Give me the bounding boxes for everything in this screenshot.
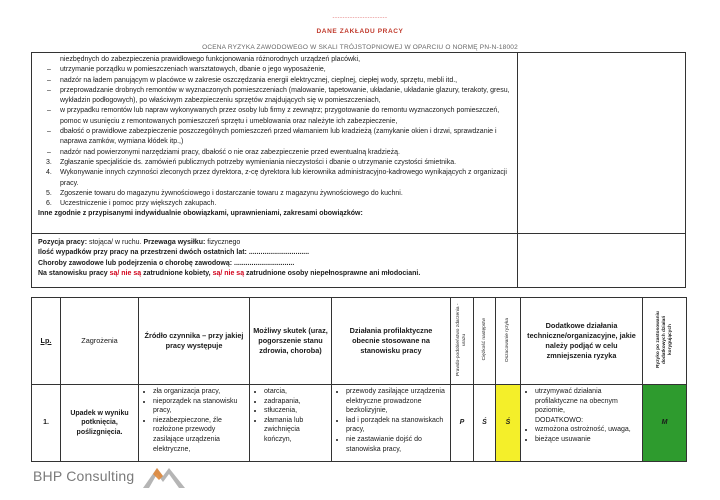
row-residual-risk: M [643, 385, 687, 462]
col-probability: Prawdo-podobieństwo zdarzenia - urazu [451, 298, 474, 385]
list-item: DODATKOWO: [535, 416, 584, 424]
disease-line: Choroby zawodowe lub podejrzenia o chorobę zawodową: ............................... [38, 259, 295, 267]
col-effects: Możliwy skutek (uraz, pogorszenie stanu zdrowia, choroba) [250, 298, 332, 385]
list-item: • niezabezpieczone, źle rozłożone przewody zasilające urządzenia elektryczne, [153, 416, 246, 454]
duties-box-hdivider [32, 233, 685, 234]
row-hazard: Upadek w wyniku potknięcia, poślizgnięcia. [61, 385, 139, 462]
list-item: • wzmożona ostrożność, uwaga, [535, 425, 639, 435]
work-position-info [38, 238, 512, 280]
table-header-row [32, 298, 687, 385]
risk-assessment-table [31, 297, 687, 462]
duty-item: 5. Zgoszenie towaru do magazynu żywnościowego i dostarczanie towaru z magazynu żywnościowego do kuchni. [46, 189, 403, 197]
document-subtitle: OCENA RYZYKA ZAWODOWEGO W SKALI TRÓJSTOPNIOWEJ W OPARCIU O NORMĘ PN-N-18002 [202, 44, 518, 51]
other-duties-heading: Inne zgodnie z przypisanymi indywidualnie obowiązkami, uprawnieniami, zakresami obowiązków: [38, 210, 363, 218]
col-residual-risk: Ryzyko po zastosowaniu dodatkowych działań korygujących [643, 298, 687, 385]
col-severity: Ciężkość następstw [474, 298, 496, 385]
row-sources [139, 385, 250, 462]
duties-box [31, 52, 686, 288]
duty-item: – nadzór nad powierzonymi narzędziami pracy, dbałość o nie oraz zabezpieczenie przed ewentualną kradzieżą. [47, 148, 400, 156]
duty-item: 6. Uczestniczenie i pomoc przy większych zakupach. [46, 200, 217, 208]
row-probability: P [451, 385, 474, 462]
footer-logo [33, 462, 193, 492]
brand-logo-icon [139, 462, 189, 492]
duty-item: – dbałość o prawidłowe zabezpieczenie poszczególnych pomieszczeń przed włamaniem lub kradzieżą (zamykanie okien i drzwi, sprawdzanie i naprawa zamków, wymiana kłódek itp.,) [47, 128, 497, 146]
row-effects [250, 385, 332, 462]
col-hazard: Zagrożenia [61, 298, 139, 385]
duty-item: – przeprowadzanie drobnych remontów w wyznaczonych pomieszczeniach (malowanie, tapetowanie, układanie, układanie glazury, terakoty, gresu, wykładzin podłogowych), po właściwym zabezpieczeniu sprzętów znajdujących się w pomieszczeniach, [47, 86, 510, 105]
list-item: • złamania lub zwichnięcia kończyn, [264, 416, 328, 445]
position-line: Pozycja pracy: stojąca/ w ruchu. Przewaga wysiłku: fizycznego [38, 239, 241, 246]
duty-item: – utrzymanie porządku w pomieszczeniach warsztatowych, dbanie o jego wyposażenie, [47, 66, 326, 74]
col-source: Źródło czynnika – przy jakiej pracy występuje [139, 298, 250, 385]
row-actions [332, 385, 451, 462]
col-lp: Lp. [32, 298, 61, 385]
row-additional-actions [521, 385, 643, 462]
accidents-line: Ilość wypadków przy pracy na przestrzeni dwóch ostatnich lat: ............................... [38, 249, 310, 257]
list-item: • przewody zasilające urządzenia elektryczne prowadzone bezkolizyjnie, [346, 387, 447, 416]
company-data-title: DANE ZAKŁADU PRACY [316, 28, 404, 35]
employment-line: Na stanowisku pracy są/ nie są zatrudnione kobiety, są/ nie są zatrudnione osoby niepełnosprawne ani młodociani. [38, 270, 421, 278]
list-item: • ład i porządek na stanowiskach pracy, [346, 416, 447, 435]
list-item: • zła organizacja pracy, [153, 387, 246, 397]
list-item: • bieżące usuwanie [535, 435, 639, 445]
table-row [32, 385, 687, 462]
list-item: • nieporządek na stanowisku pracy, [153, 397, 246, 416]
row-severity: Ś [474, 385, 496, 462]
row-lp: 1. [32, 385, 61, 462]
duties-list [38, 55, 512, 220]
duty-item: – nadzór na ładem panującym w placówce w zakresie oszczędzania energii elektrycznej, cieplnej, ciepłej wody, sprzętu, mebli itd., [47, 76, 458, 84]
duty-item: 4. Wykonywanie innych czynności zleconych przez dyrektora, z-cę dyrektora lub kierownika administracyjno-kadrowego wynikających z organizacji pracy. [46, 169, 507, 187]
duty-item: niezbędnych do zabezpieczenia prawidłowego funkcjonowania różnorodnych urządzeń placówki, [60, 56, 361, 63]
list-item: • utrzymywać działania profilaktyczne na obecnym poziomie, [535, 387, 639, 416]
row-risk-estimate: Ś [496, 385, 521, 462]
list-item: • nie zastawianie dojść do stanowiska pracy, [346, 435, 447, 454]
list-item: • stłuczenia, [264, 406, 328, 416]
duty-item: – w przypadku remontów lub napraw wykonywanych przez osoby lub firmy z zewnątrz; przygotowanie do remontu wyznaczonych pomieszczeń, pomoc w usunięciu z remontowanych pomieszczeń sprzętu i umeblowania oraz należyte ich zabezpieczenie, [47, 107, 500, 125]
col-risk-estimate: Oszacowanie ryzyka [496, 298, 521, 385]
duty-item: 3. Zgłaszanie specjaliście ds. zamówień publicznych potrzeby wymieniania nieczystości i dbanie o utrzymanie czystości śmietnika. [46, 158, 457, 166]
col-actions: Działania profilaktyczne obecnie stosowane na stanowisku pracy [332, 298, 451, 385]
duties-box-divider [517, 53, 518, 287]
list-item: • otarcia, [264, 387, 328, 397]
header-dash-line: ---------------------- [332, 15, 388, 21]
col-additional-actions: Dodatkowe działania techniczne/organizacyjne, jakie należy podjąć w celu zmniejszenia ryzyka [521, 298, 643, 385]
list-item: • zadrapania, [264, 397, 328, 407]
brand-name: BHP Consulting [33, 468, 135, 484]
